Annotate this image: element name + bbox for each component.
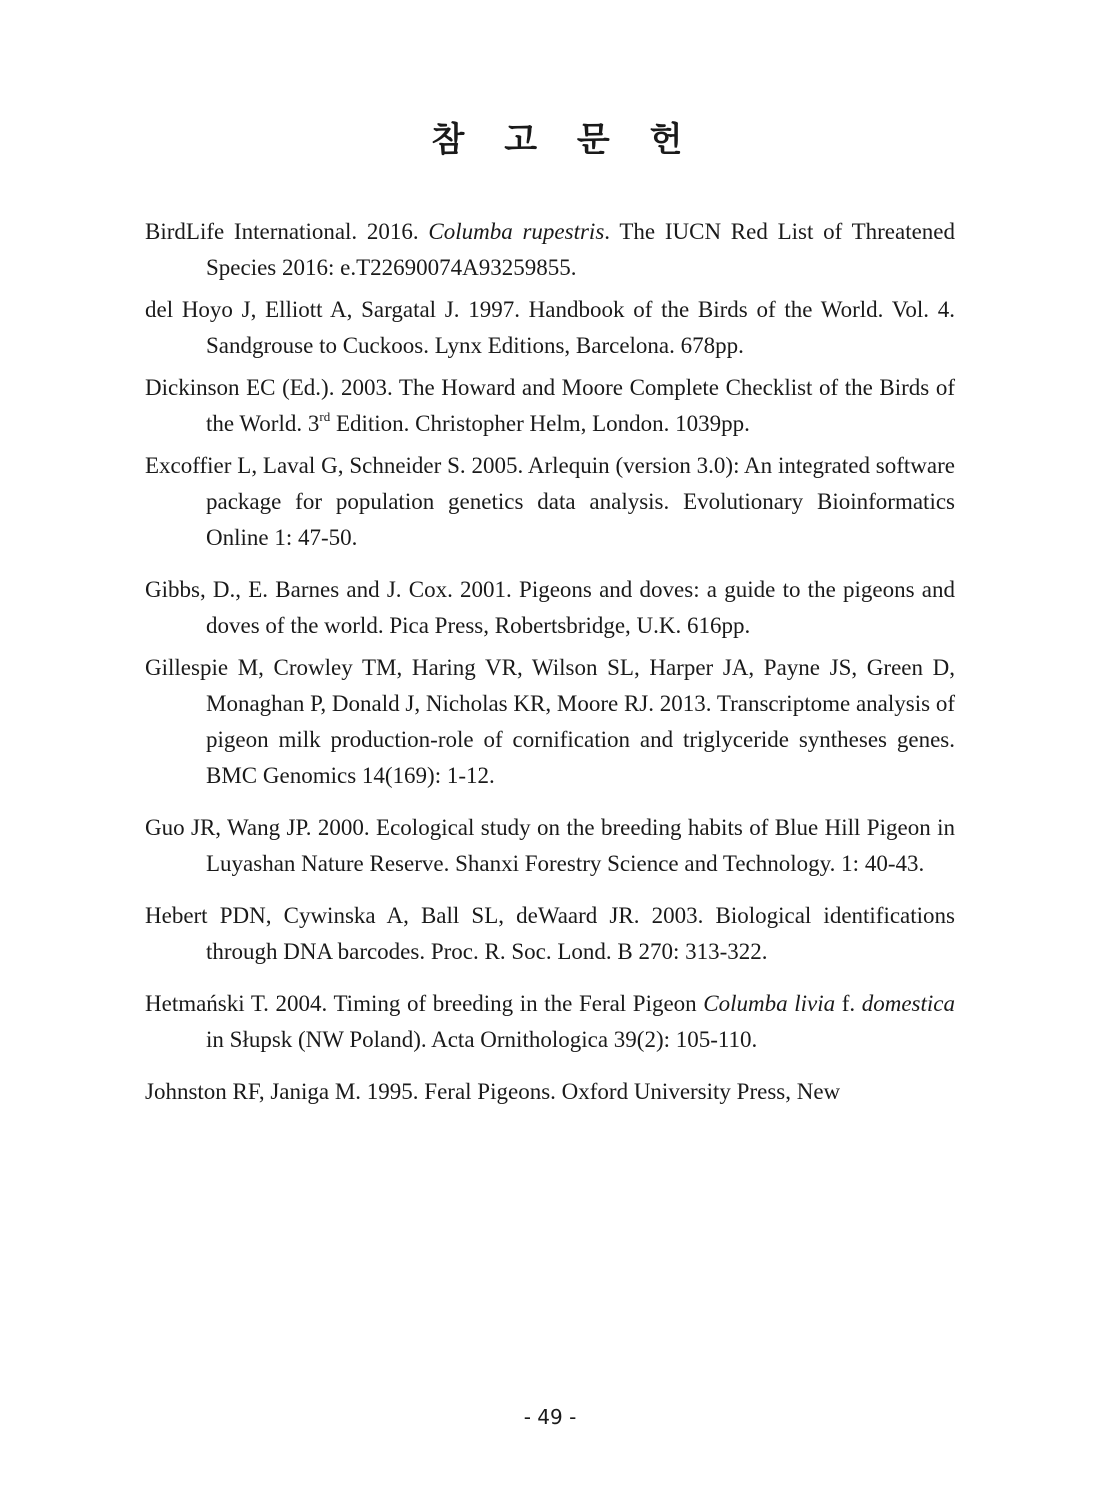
reference-dickinson-2003 [145,370,955,442]
reference-text: . The IUCN Red List of Threatened Species 2016: e.T22690074A93259855. [206,219,955,280]
reference-hetmanski-2004 [145,986,955,1058]
species-name: Columba livia [703,991,836,1016]
species-name: Columba rupestris [428,219,605,244]
page-title: 참 고 문 헌 [431,120,697,160]
reference-guo-2000: Guo JR, Wang JP. 2000. Ecological study on the breeding habits of Blue Hill Pigeon in Luyashan Nature Reserve. Shanxi Forestry Science and Technology. 1: 40-43. [145,815,955,876]
reference-birdlife-2016 [145,214,955,286]
reference-johnston-1995: Johnston RF, Janiga M. 1995. Feral Pigeons. Oxford University Press, New [145,1079,841,1104]
species-name: domestica [861,991,955,1016]
reference-excoffier-2005: Excoffier L, Laval G, Schneider S. 2005. Arlequin (version 3.0): An integrated software package for population genetics data analysis. Evolutionary Bioinformatics Online 1: 47-50. [145,453,955,550]
reference-del-hoyo-1997: del Hoyo J, Elliott A, Sargatal J. 1997. Handbook of the Birds of the World. Vol. 4. Sandgrouse to Cuckoos. Lynx Editions, Barcelona. 678pp. [145,297,955,358]
ordinal-suffix: rd [319,409,331,424]
reference-text: BirdLife International. 2016. [145,219,429,244]
reference-text: f. [835,991,862,1016]
reference-text: Dickinson EC (Ed.). 2003. The Howard and Moore Complete Checklist of the Birds of the World. 3 [145,375,955,436]
reference-text: Hetmański T. 2004. Timing of breeding in the Feral Pigeon [145,991,704,1016]
reference-gillespie-2013: Gillespie M, Crowley TM, Haring VR, Wilson SL, Harper JA, Payne JS, Green D, Monaghan P, Donald J, Nicholas KR, Moore RJ. 2013. Transcriptome analysis of pigeon milk production-role of cornification and triglyceride syntheses genes. BMC Genomics 14(169): 1-12. [145,655,955,788]
reference-text: Edition. Christopher Helm, London. 1039pp. [330,411,750,436]
reference-gibbs-2001: Gibbs, D., E. Barnes and J. Cox. 2001. Pigeons and doves: a guide to the pigeons and doves of the world. Pica Press, Robertsbridge, U.K. 616pp. [145,577,955,638]
reference-text: in Słupsk (NW Poland). Acta Ornithologica 39(2): 105-110. [206,1027,758,1052]
page-number: - 49 - [523,1405,577,1429]
reference-hebert-2003: Hebert PDN, Cywinska A, Ball SL, deWaard JR. 2003. Biological identifications through DNA barcodes. Proc. R. Soc. Lond. B 270: 313-322. [145,903,955,964]
reference-list [145,214,955,1110]
